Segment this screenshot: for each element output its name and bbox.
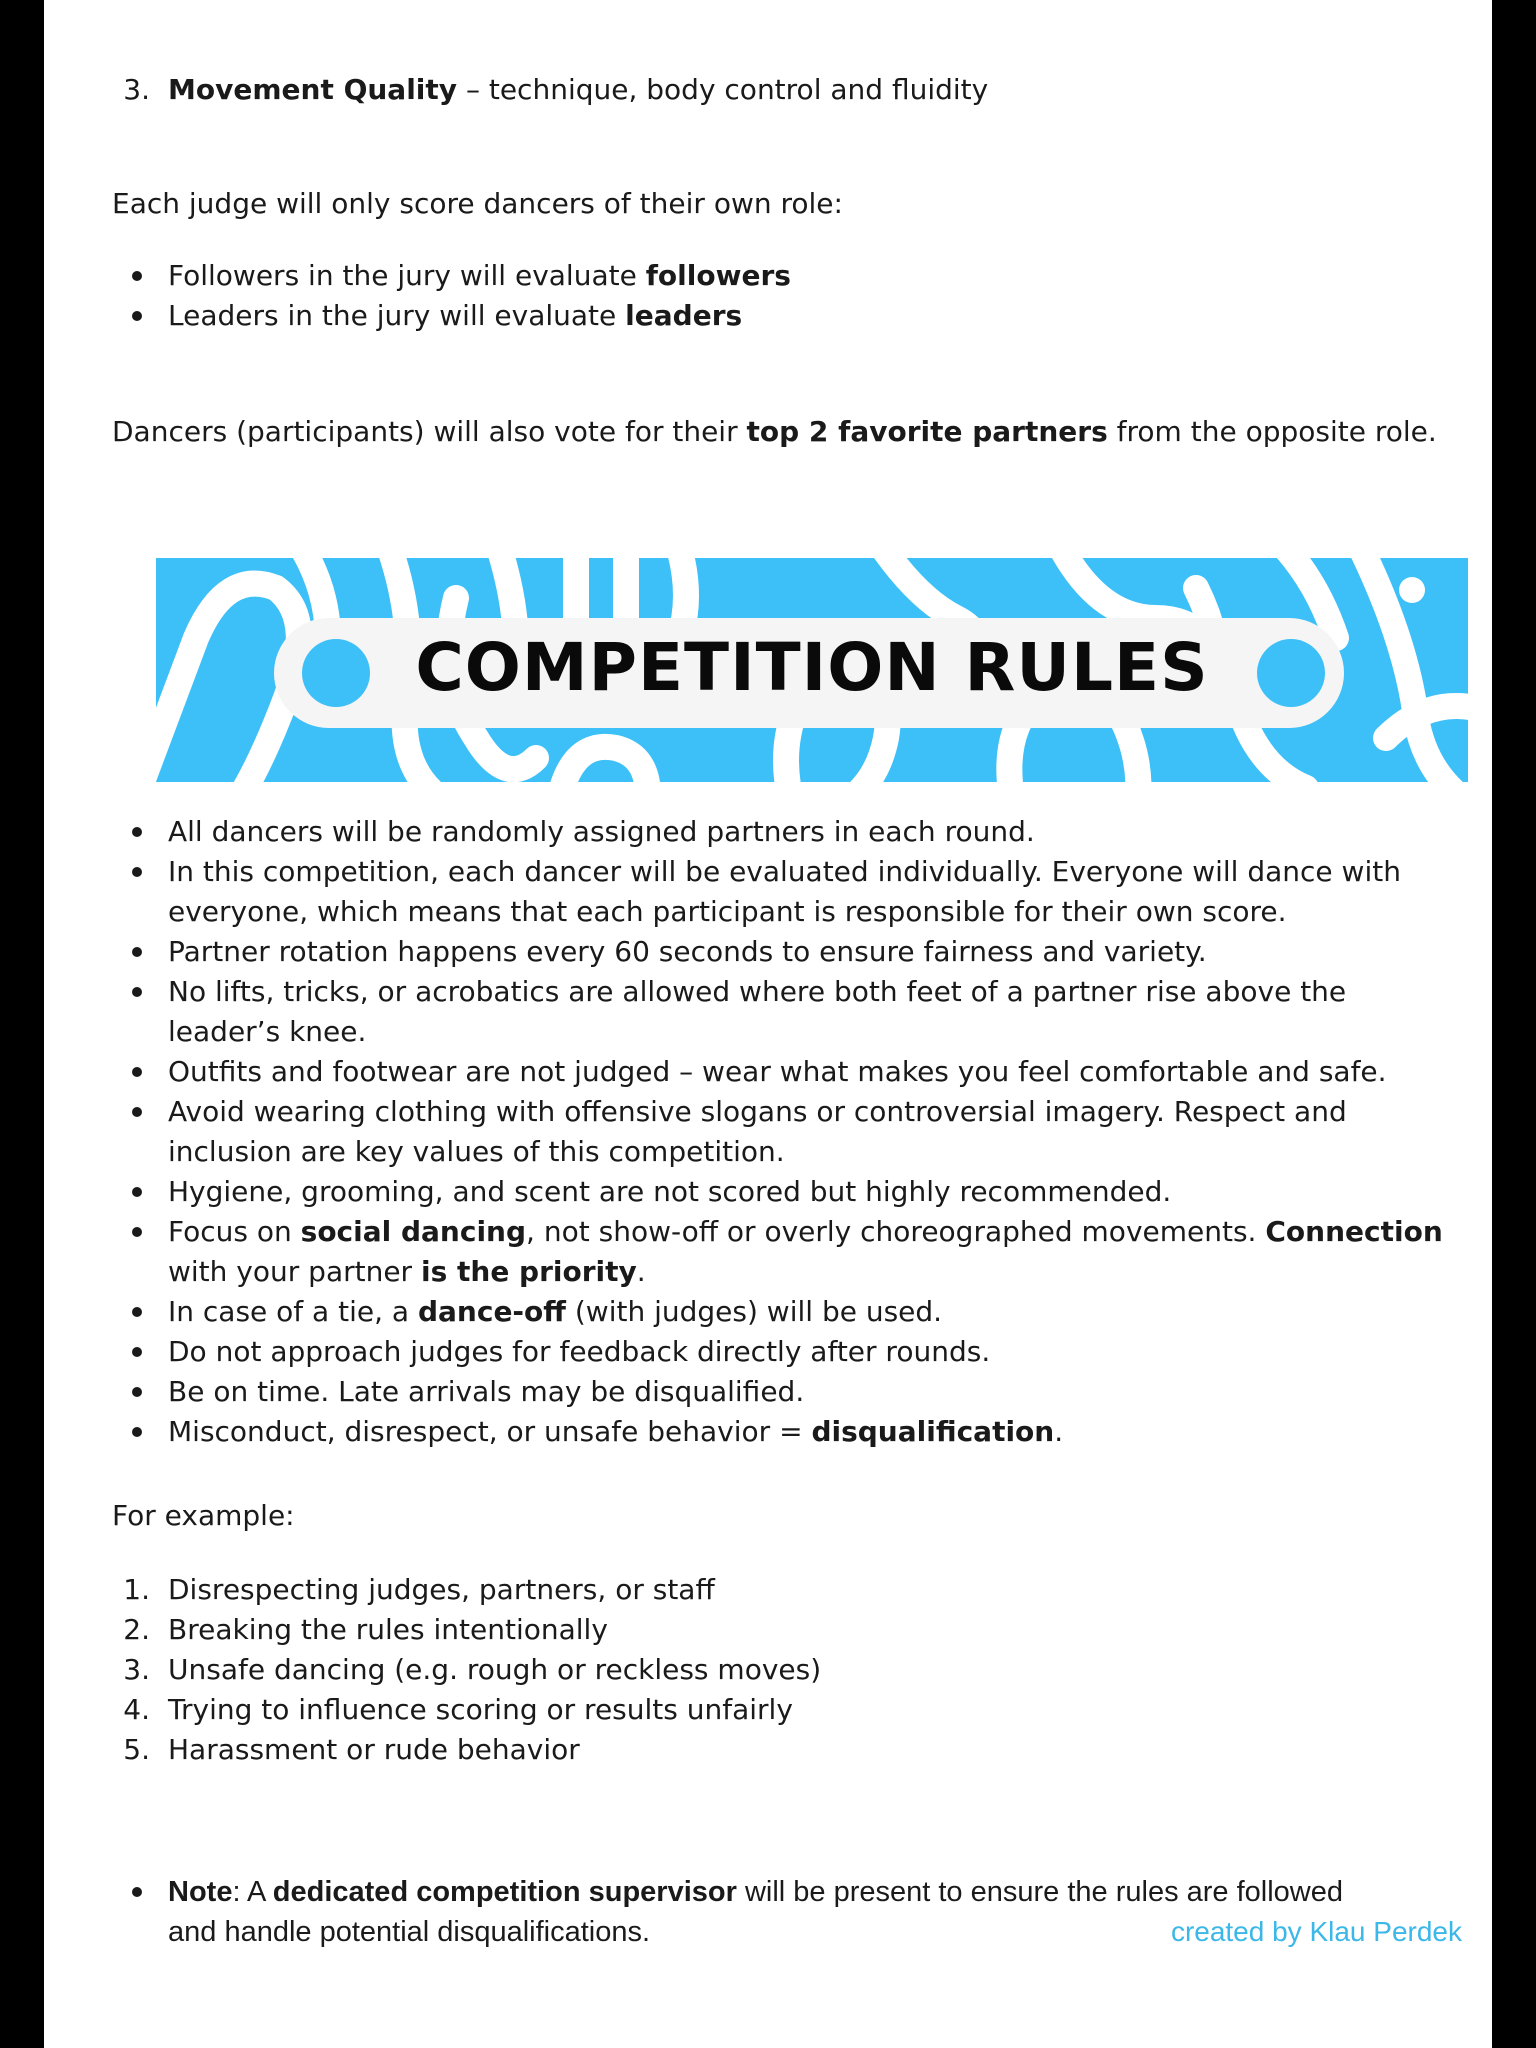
rule-text: Be on time. Late arrivals may be disqualified. <box>168 1375 805 1408</box>
example-text: Breaking the rules intentionally <box>168 1613 608 1646</box>
bullet-dot <box>132 987 142 997</box>
rule-text: with your partner <box>168 1255 421 1288</box>
rule-item <box>112 1172 1462 1212</box>
bullet-dot <box>132 1227 142 1237</box>
rule-text-cont: leader’s knee. <box>168 1015 367 1048</box>
criteria-item <box>112 70 988 110</box>
competition-rules-banner <box>156 558 1468 782</box>
example-item <box>112 1690 793 1730</box>
rule-text: Partner rotation happens every 60 seconds to ensure fairness and variety. <box>168 935 1207 968</box>
bullet-dot <box>132 1187 142 1197</box>
rule-bold: disqualification <box>811 1415 1055 1448</box>
bullet-dot <box>132 271 142 281</box>
dancers-vote-paragraph <box>112 412 1437 452</box>
dancers-vote-before: Dancers (participants) will also vote for their <box>112 415 747 448</box>
rule-text: Focus on <box>168 1215 301 1248</box>
bullet-dot <box>132 1107 142 1117</box>
rule-bold: dance-off <box>417 1295 566 1328</box>
rule-item <box>112 1092 1462 1172</box>
example-text: Disrespecting judges, partners, or staff <box>168 1573 715 1606</box>
example-number: 2. <box>123 1613 150 1646</box>
dancers-vote-after: from the opposite role. <box>1107 415 1437 448</box>
rule-text: . <box>1054 1415 1064 1448</box>
rule-item <box>112 1292 1462 1332</box>
rule-item <box>112 852 1462 932</box>
criteria-number: 3. <box>123 73 150 106</box>
rule-bold: Connection <box>1265 1215 1443 1248</box>
judging-item-text: Followers in the jury will evaluate <box>168 259 646 292</box>
banner-title: COMPETITION RULES <box>415 629 1209 706</box>
rule-text: Avoid wearing clothing with offensive slogans or controversial imagery. Respect and <box>168 1095 1347 1128</box>
rule-item <box>112 1052 1462 1092</box>
rule-text: Hygiene, grooming, and scent are not scored but highly recommended. <box>168 1175 1172 1208</box>
bullet-dot <box>132 827 142 837</box>
bullet-dot <box>132 867 142 877</box>
rule-text: Misconduct, disrespect, or unsafe behavior = <box>168 1415 812 1448</box>
example-number: 5. <box>123 1733 150 1766</box>
rule-item <box>112 1332 1462 1372</box>
criteria-bold: Movement Quality <box>168 73 458 106</box>
bullet-dot <box>132 1067 142 1077</box>
document-page <box>44 0 1492 2048</box>
rule-text: All dancers will be randomly assigned partners in each round. <box>168 815 1035 848</box>
rule-text-cont: inclusion are key values of this competition. <box>168 1135 785 1168</box>
rule-text: No lifts, tricks, or acrobatics are allowed where both feet of a partner rise above the <box>168 975 1347 1008</box>
note-text: : A <box>232 1876 273 1908</box>
bullet-dot <box>132 947 142 957</box>
judging-item-bold: followers <box>645 259 791 292</box>
note-text-cont: and handle potential disqualifications. <box>168 1916 651 1948</box>
rule-text: , not show-off or overly choreographed movements. <box>526 1215 1266 1248</box>
bullet-dot <box>132 1347 142 1357</box>
example-number: 1. <box>123 1573 150 1606</box>
rule-text: Do not approach judges for feedback directly after rounds. <box>168 1335 991 1368</box>
bullet-dot <box>132 1387 142 1397</box>
rule-text: In this competition, each dancer will be evaluated individually. Everyone will dance with <box>168 855 1401 888</box>
credit-line: created by Klau Perdek <box>1170 1916 1462 1947</box>
bullet-dot <box>132 1307 142 1317</box>
judging-intro: Each judge will only score dancers of their own role: <box>112 187 843 220</box>
rule-text: In case of a tie, a <box>168 1295 418 1328</box>
rule-bold: is the priority <box>420 1255 637 1288</box>
rule-item <box>112 1412 1462 1452</box>
criteria-text: – technique, body control and fluidity <box>457 73 989 106</box>
note-label: Note <box>168 1876 233 1908</box>
example-number: 3. <box>123 1653 150 1686</box>
rule-item <box>112 932 1462 972</box>
bullet-dot <box>132 1427 142 1437</box>
note-text: will be present to ensure the rules are followed <box>736 1876 1344 1908</box>
example-text: Trying to influence scoring or results unfairly <box>168 1693 793 1726</box>
judging-item <box>112 296 1462 336</box>
rule-text: (with judges) will be used. <box>565 1295 943 1328</box>
rule-item <box>112 1372 1462 1412</box>
rule-item <box>112 972 1462 1052</box>
example-item <box>112 1730 580 1770</box>
rule-item <box>112 812 1462 852</box>
bullet-dot <box>132 311 142 321</box>
judging-item-text: Leaders in the jury will evaluate <box>168 299 626 332</box>
example-number: 4. <box>123 1693 150 1726</box>
judging-item <box>112 256 1462 296</box>
example-text: Unsafe dancing (e.g. rough or reckless moves) <box>168 1653 822 1686</box>
rule-text-cont: everyone, which means that each participant is responsible for their own score. <box>168 895 1287 928</box>
dancers-vote-bold: top 2 favorite partners <box>746 415 1108 448</box>
example-item <box>112 1650 821 1690</box>
examples-intro: For example: <box>112 1499 295 1532</box>
rule-item <box>112 1212 1462 1292</box>
rule-bold: social dancing <box>300 1215 527 1248</box>
rule-text: . <box>636 1255 646 1288</box>
example-text: Harassment or rude behavior <box>168 1733 580 1766</box>
example-item <box>112 1570 715 1610</box>
judging-item-bold: leaders <box>625 299 743 332</box>
example-item <box>112 1610 608 1650</box>
rule-text: Outfits and footwear are not judged – wear what makes you feel comfortable and safe. <box>168 1055 1387 1088</box>
bullet-dot <box>132 1887 142 1897</box>
note-bold: dedicated competition supervisor <box>272 1876 737 1908</box>
